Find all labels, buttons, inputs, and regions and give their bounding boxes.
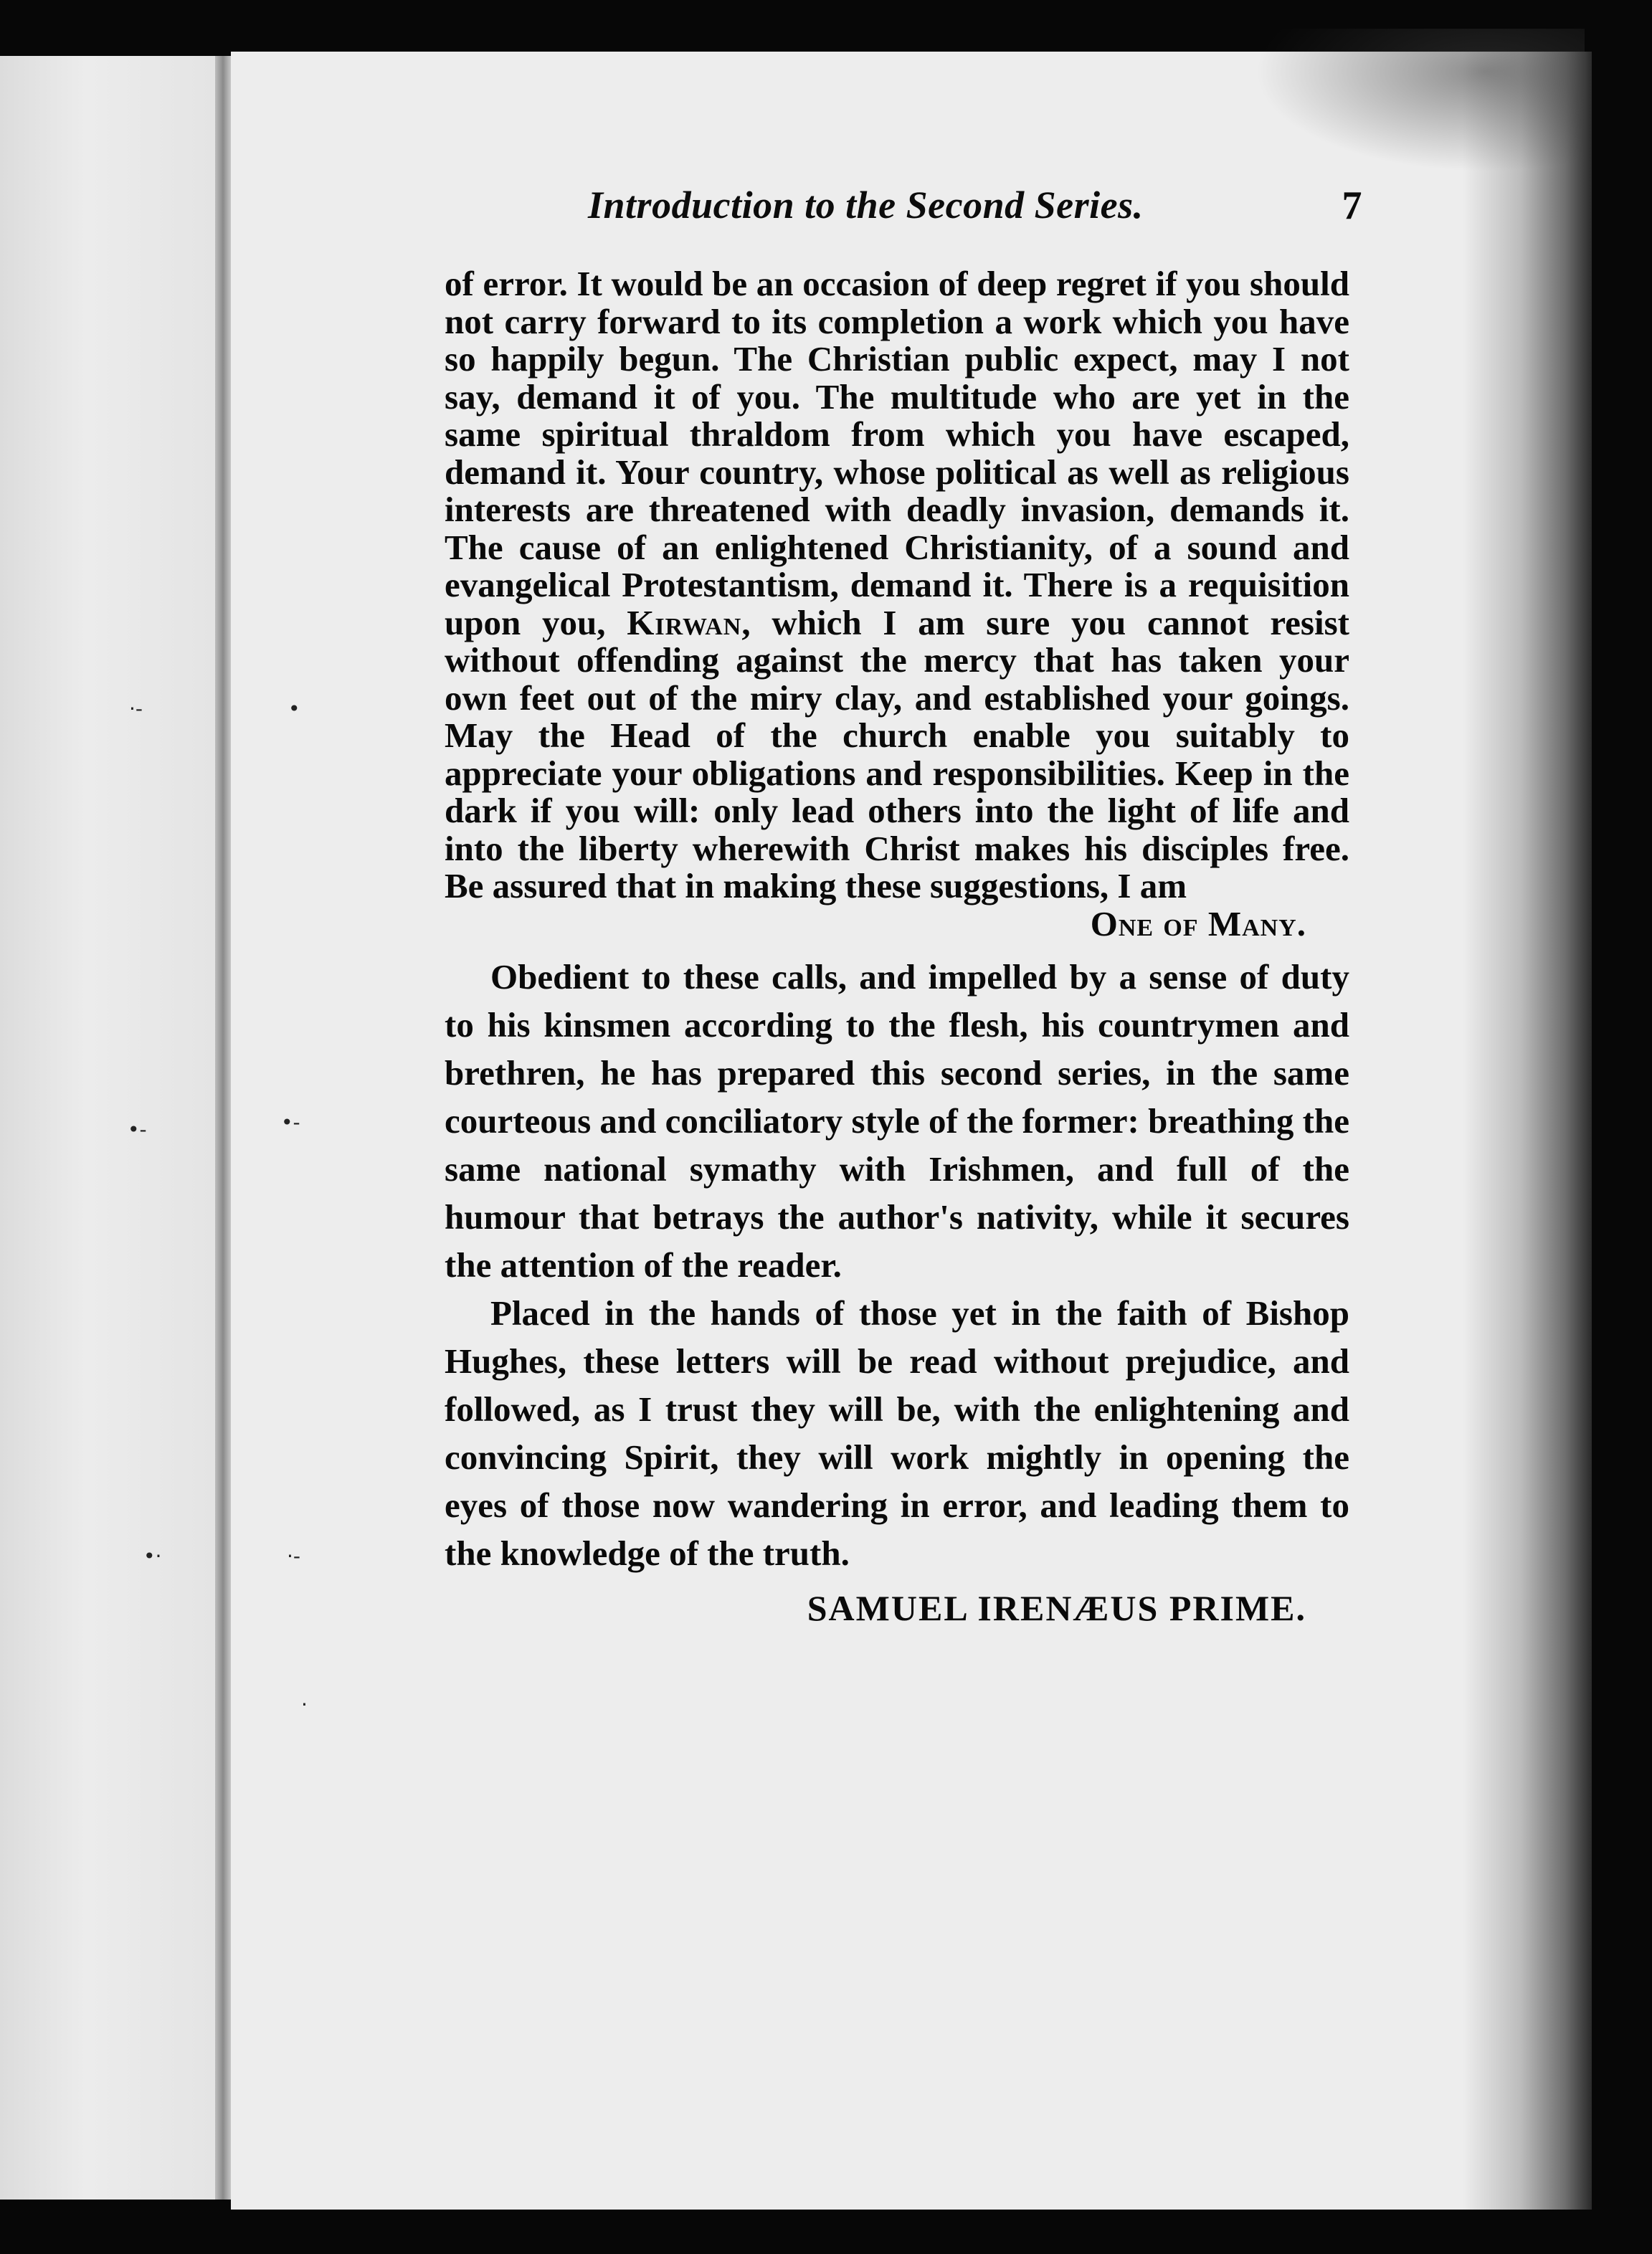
speck-mark: •· [143, 1544, 162, 1568]
body-paragraph: Placed in the hands of those yet in the faith of Bishop Hughes, these letters will be read without prejudice, and followed, as I trust they will be, with the enlightening and convincing Spirit, they will work mightly in opening the eyes of those now wandering in error, and leading them to the knowledge of the truth. [445, 1293, 1349, 1573]
letter-closing-row [445, 905, 1349, 943]
page-body [445, 265, 1349, 1633]
addressee-name: Kirwan [627, 602, 742, 642]
speck-mark: •- [128, 1118, 147, 1141]
letter-text-continued: , which I am sure you cannot resist without offending against the mercy that has taken your own feet out of the miry clay, and established your goings. May the Head of the church enable you suitably to appreciate your obligations and responsibilities. Keep in the dark if you will: only lead others into the light of life and into the liberty wherewith Christ makes his disciples free. Be assured that in making these suggestions, I am [445, 602, 1349, 905]
page-number: 7 [1342, 184, 1362, 228]
speck-mark: ·- [129, 697, 143, 721]
body-paragraph: Obedient to these calls, and impelled by a sense of duty to his kinsmen according to the flesh, his countrymen and brethren, he has prepared this second series, in the same courteous and conciliatory style of the former: breathing the same national symathy with Irishmen, and full of the humour that betrays the author's nativity, while it secures the attention of the reader. [445, 957, 1349, 1285]
speck-mark: · [301, 1693, 308, 1716]
letter-continuation [445, 265, 1349, 905]
speck-mark: ·‑ [287, 1544, 301, 1568]
left-page-margin [0, 56, 215, 2200]
speck-mark: • [288, 697, 300, 721]
book-gutter [215, 56, 231, 2200]
author-signature: SAMUEL IRENÆUS PRIME. [807, 1588, 1306, 1628]
scan-shadow [1255, 29, 1585, 172]
letter-text: of error. It would be an occasion of deep regret if you should not carry forward to its completion a work which you have so happily begun. The Christian public expect, may I not say, demand it of you. The multitude who are yet in the same spiritual thraldom from which you have escaped, demand it. Your country, whose political as well as religious interests are threatened with deadly invasion, demands it. The cause of an enlightened Christianity, of a sound and evangelical Protestantism, demand it. There is a requisition upon you, [445, 264, 1349, 642]
letter-signoff: One of Many. [1090, 903, 1306, 943]
speck-mark: •- [281, 1111, 300, 1134]
page-edge-shadow [1463, 52, 1592, 2210]
running-title: Introduction to the Second Series. [588, 184, 1144, 227]
